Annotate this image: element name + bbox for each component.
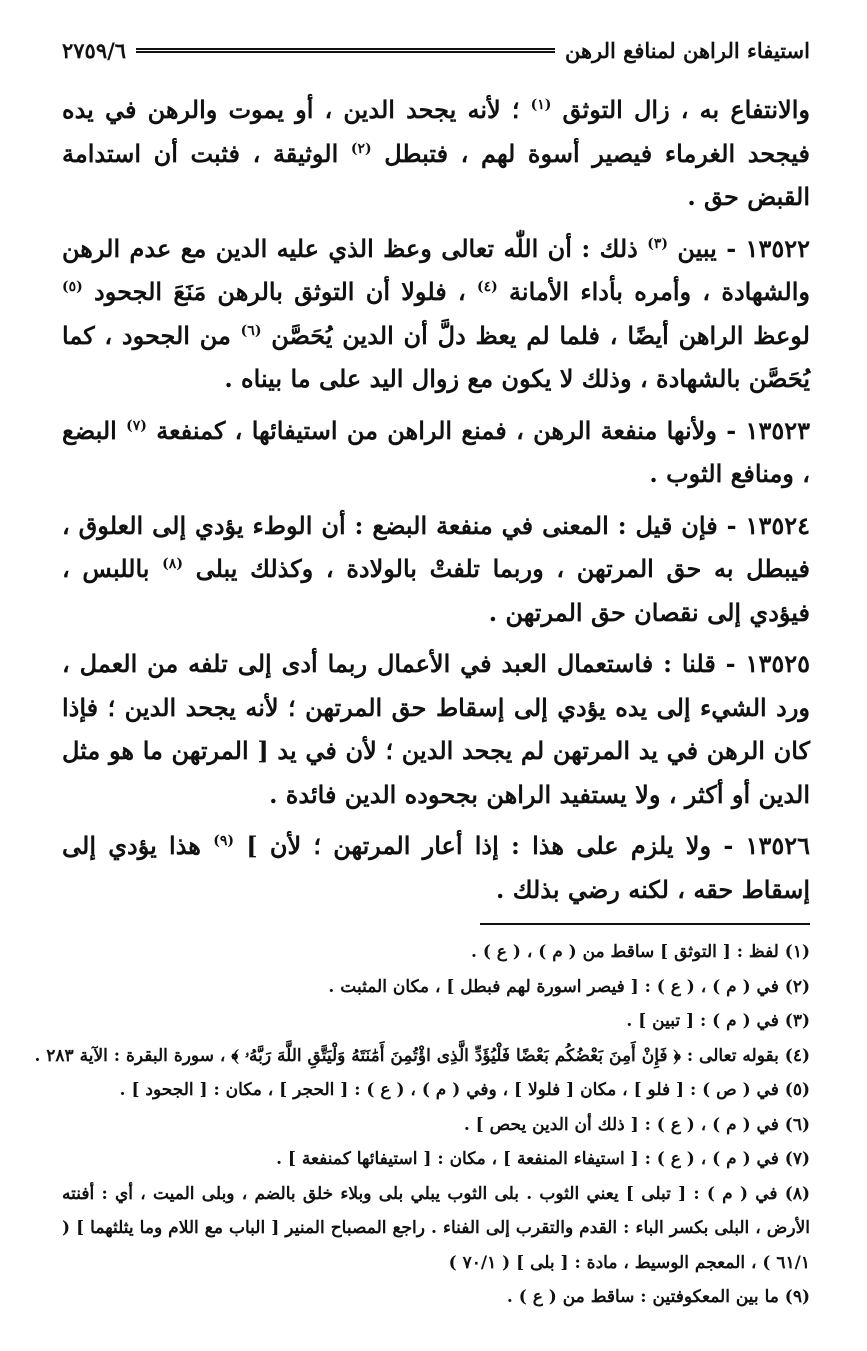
footnote-marker: (٣) [647,235,668,252]
paragraph-number: ١٣٥٢٤ [745,510,810,540]
paragraph-number: ١٣٥٢٣ [745,415,810,445]
header-rule [136,48,555,53]
footnote: (٦) في ( م ) ، ( ع ) : [ ذلك أن الدين يحص ] . [463,1114,810,1135]
page-number: ٢٧٥٩/٦ [62,37,127,63]
text-run: هذا يؤدي إلى إسقاط حقه ، لكنه رضي بذلك . [62,831,810,904]
text-run: والانتفاع به ، زال التوثق [551,95,810,124]
text-run: باللبس ، فيؤدي إلى نقصان حق المرتهن . [62,554,810,627]
footnote: (٥) في ( ص ) : [ فلو ] ، مكان [ فلولا ] ، وفي ( م ) ، ( ع ) : [ الحجر ] ، مكان : [ الجحود ] . [119,1080,810,1100]
footnote-separator [480,923,810,925]
footnote-marker: (٨) [162,556,183,572]
footnote-marker: (٢) [350,140,372,157]
footnote: (٨) في ( م ) : [ تبلى ] يعني الثوب . بلى الثوب يبلي بلى وبلاء خلق بالضم ، وبلى الميت ، أي : أفنته الأرض ، البلى بكسر الباء : القدم والتقرب إلى الفناء . راجع المصباح المنير [ الباب مع اللام وما يثلثهما ] ( ٦١/١ ) ، المعجم الوسيط ، مادة : [ بلى ] ( ٧٠/١ ) [62,1183,810,1273]
footnote: (٢) في ( م ) ، ( ع ) : [ فيصر اسورة لهم فبطل ] ، مكان المثبت . [328,976,810,997]
text-run: - ولا يلزم على هذا : إذا أعار المرتهن ؛ لأن ] [233,831,746,860]
paragraph-number: ١٣٥٢٥ [745,649,810,678]
text-run: - ولأنها منفعة الرهن ، فمنع الراهن من استيفائها ، كمنفعة [146,415,746,445]
book-page [34,28,811,1328]
text-run: ذلك : أن اللّٰه تعالى وعظ الذي عليه الدين مع عدم الرهن والشهادة ، وأمره بأداء الأمانة [62,233,810,306]
paragraph-number: ١٣٥٢٢ [745,233,810,263]
text-run: - يبين [667,233,746,263]
paragraph [62,824,810,911]
text-run: لوعظ الراهن أيضًا ، فلما لم يعظ دلَّ أن الدين يُحَصَّن [261,320,810,350]
paragraph [62,409,810,496]
text-run: البضع ، ومنافع الثوب . [62,415,810,488]
paragraph [62,227,810,401]
footnote-marker: (٧) [126,417,147,434]
footnote: (٣) في ( م ) : [ تبين ] . [626,1011,810,1031]
footnote: (١) لفظ : [ التوثق ] ساقط من ( م ) ، ( ع ) . [471,942,810,962]
footnote-marker: (٩) [213,833,234,849]
footnote-marker: (٤) [477,279,498,295]
text-run: - قلنا : فاستعمال العبد في الأعمال ربما أدى إلى تلفه من العمل ، ورد الشيء إلى يده يؤدي إلى إسقاط حق المرتهن ؛ لأنه يجحد الدين ؛ فإذا كان الرهن في يد المرتهن لم يجحد الدين ؛ لأن في يد [ المرتهن ما هو مثل الدين أو أكثر ، ولا يستفيد الراهن بجحوده الدين فائدة . [62,649,810,809]
footnote-marker: (٦) [240,322,262,339]
footnote-marker: (١) [530,97,552,113]
footnote: (٩) ما بين المعكوفتين : ساقط من ( ع ) . [506,1287,810,1307]
text-run: ؛ لأنه يجحد الدين ، أو يموت والرهن في يده فيجحد الغرماء فيصير أسوة لهم ، فتبطل [62,95,810,168]
running-title: استيفاء الراهن لمنافع الرهن [564,37,810,63]
footnote: (٧) في ( م ) ، ( ع ) : [ استيفاء المنفعة ] ، مكان : [ استيفائها كمنفعة ] . [276,1149,810,1169]
footnote-marker: (٥) [62,279,83,295]
text-run: - فإن قيل : المعنى في منفعة البضع : أن الوطء يؤدي إلى العلوق ، فيبطل به حق المرتهن ، وربما تلفتْ بالولادة ، وكذلك يبلى [62,510,811,583]
footnotes [34,935,810,1315]
text-run: الوثيقة ، فثبت أن استدامة القبض حق . [62,138,810,211]
paragraph [62,88,810,219]
main-text [62,88,810,911]
paragraph [62,642,810,816]
paragraph [62,504,810,635]
paragraph-number: ١٣٥٢٦ [745,831,810,860]
text-run: ، فلولا أن التوثق بالرهن مَنَعَ الجحود [82,277,477,306]
text-run: من الجحود ، كما يُحَصَّن بالشهادة ، وذلك لا يكون مع زوال اليد على ما بيناه . [62,320,810,393]
page-header [62,28,810,72]
footnote: (٤) بقوله تعالى : ﴿ فَإِنْ أَمِنَ بَعْضُكُم بَعْضًا فَلْيُؤَدِّ الَّذِى اؤْتُمِنَ أَمَٰنَتَهُ وَلْيَتَّقِ اللَّهَ رَبَّهُۥ ﴾ ، سورة البقرة : الآية ٢٨٣ . [34,1045,810,1066]
